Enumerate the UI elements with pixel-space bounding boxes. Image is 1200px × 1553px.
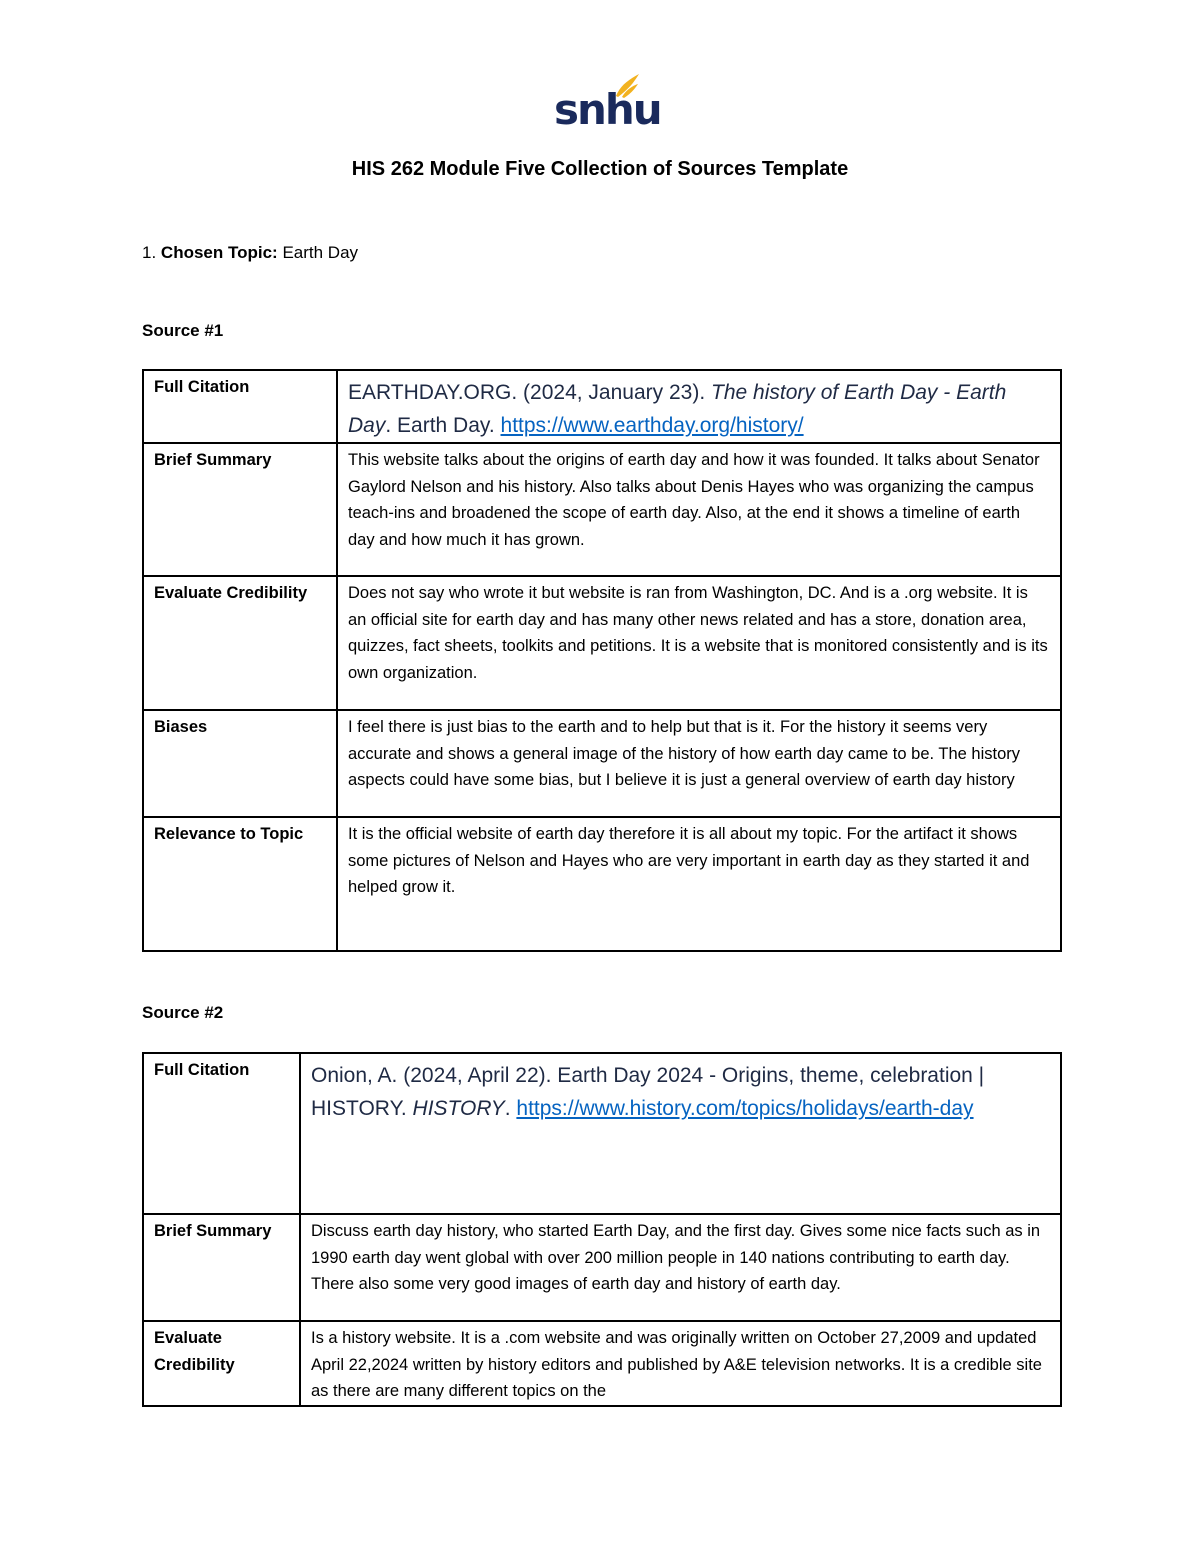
citation-italic: HISTORY (412, 1097, 505, 1120)
table-row (143, 443, 1061, 576)
citation-text-end: . (504, 1097, 517, 1120)
logo-text: snhu (554, 85, 661, 134)
row-text: Does not say who wrote it but website is ran from Washington, DC. And is a .org website. It is an official site for earth day and has many other news related and has a store, donation area, quizzes, fact sheets, toolkits and petitions. It is a website that is monitored consistently and is its own organization. (337, 576, 1061, 710)
citation-italic: The history of Earth Day - Earth Day (348, 381, 1007, 437)
row-label: Biases (143, 710, 337, 817)
citation-link[interactable]: https://www.earthday.org/history/ (500, 414, 804, 437)
table-row (143, 1214, 1061, 1321)
table-row (143, 370, 1061, 443)
table-row (143, 817, 1061, 951)
row-label: Brief Summary (143, 1214, 300, 1321)
source-2-heading: Source #2 (142, 1003, 224, 1022)
row-text: It is the official website of earth day therefore it is all about my topic. For the artifact it shows some pictures of Nelson and Hayes who are very important in earth day as they started it and helped grow it. (337, 817, 1061, 951)
row-label: Evaluate Credibility (143, 1321, 300, 1406)
row-label: Full Citation (143, 370, 337, 443)
chosen-topic (142, 243, 358, 263)
source-1-heading: Source #1 (142, 321, 224, 340)
citation-text: Onion, A. (2024, April 22). Earth Day 2024 - Origins, theme, celebration | HISTORY. (311, 1064, 985, 1120)
row-label: Relevance to Topic (143, 817, 337, 951)
row-label: Full Citation (143, 1053, 300, 1214)
source-1-table (142, 369, 1062, 952)
topic-label: Chosen Topic: (160, 243, 278, 262)
table-row (143, 1053, 1061, 1214)
row-text: Discuss earth day history, who started Earth Day, and the first day. Gives some nice facts such as in 1990 earth day went global with over 200 million people in 140 nations contributing to earth day. There also some very good images of earth day and history of earth day. (300, 1214, 1061, 1321)
row-text: I feel there is just bias to the earth and to help but that is it. For the history it seems very accurate and shows a general image of the history of how earth day came to be. The history aspects could have some bias, but I believe it is just a general overview of earth day history (337, 710, 1061, 817)
table-row (143, 576, 1061, 710)
page-title: HIS 262 Module Five Collection of Sources Template (351, 158, 849, 180)
source-2-table (142, 1052, 1062, 1407)
citation-cell (337, 370, 1061, 443)
citation-text-end: . Earth Day. (385, 414, 501, 437)
citation-link[interactable]: https://www.history.com/topics/holidays/earth-day (516, 1097, 974, 1120)
topic-value: Earth Day (282, 243, 359, 262)
table-row (143, 1321, 1061, 1406)
citation-text: EARTHDAY.ORG. (2024, January 23). (348, 381, 711, 404)
table-row (143, 710, 1061, 817)
citation-cell (300, 1053, 1061, 1214)
row-text: Is a history website. It is a .com website and was originally written on October 27,2009 and updated April 22,2024 written by history editors and published by A&E television networks. It is a credible site as there are many different topics on the (300, 1321, 1061, 1406)
snhu-logo (554, 72, 661, 134)
topic-number: 1. (142, 243, 157, 262)
row-label: Evaluate Credibility (143, 576, 337, 710)
row-text: This website talks about the origins of earth day and how it was founded. It talks about Senator Gaylord Nelson and his history. Also talks about Denis Hayes who was organizing the campus teach-ins and broadened the scope of earth day. Also, at the end it shows a timeline of earth day and how much it has grown. (337, 443, 1061, 576)
row-label: Brief Summary (143, 443, 337, 576)
